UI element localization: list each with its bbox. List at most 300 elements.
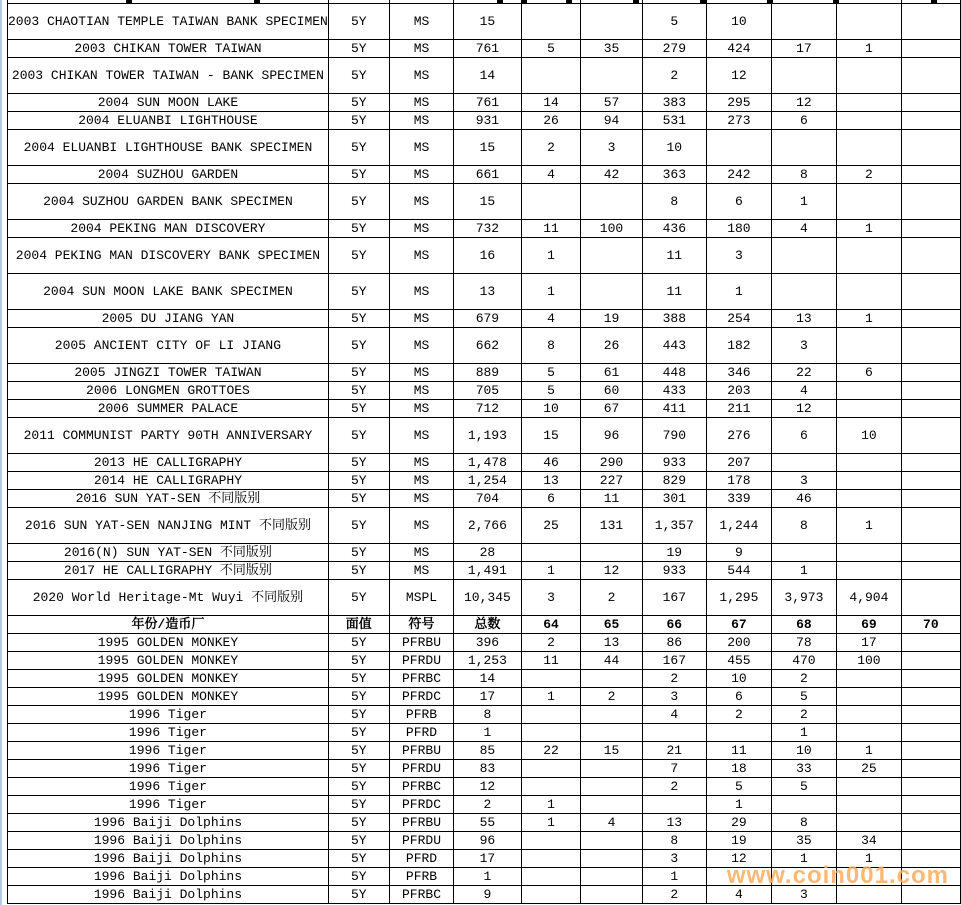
grade-67-cell: 11 [707, 742, 772, 760]
symbol-cell: PFRBC [389, 670, 454, 688]
table-row [8, 4, 961, 40]
grade-68-cell: 6 [771, 112, 836, 130]
grade-66-cell: 933 [642, 562, 707, 580]
grade-67-cell: 203 [707, 382, 772, 400]
grade-68-cell: 1 [771, 724, 836, 742]
table-row [8, 166, 961, 184]
grade-64-cell [521, 850, 581, 868]
grade-65-cell [581, 184, 642, 220]
grade-67-cell: 1,244 [707, 508, 772, 544]
coin-name-cell: 2017 HE CALLIGRAPHY 不同版别 [8, 562, 329, 580]
total-cell: 1,478 [454, 454, 521, 472]
grade-69-cell: 6 [837, 364, 902, 382]
grade-69-cell: 1 [837, 220, 902, 238]
grade-69-cell [837, 328, 902, 364]
grade-65-cell: 96 [581, 418, 642, 454]
grade-65-cell [581, 868, 642, 886]
column-header: 70 [901, 616, 960, 634]
table-row [8, 562, 961, 580]
table-row [8, 706, 961, 724]
denom-cell: 5Y [328, 4, 389, 40]
grade-66-cell: 301 [642, 490, 707, 508]
denom-cell: 5Y [328, 490, 389, 508]
grade-68-cell: 46 [771, 490, 836, 508]
coin-name-cell: 2006 SUMMER PALACE [8, 400, 329, 418]
denom-cell: 5Y [328, 742, 389, 760]
total-cell: 14 [454, 670, 521, 688]
symbol-cell: MS [389, 328, 454, 364]
grade-65-cell [581, 706, 642, 724]
grade-64-cell: 13 [521, 472, 581, 490]
total-cell: 1,491 [454, 562, 521, 580]
total-cell: 15 [454, 184, 521, 220]
grade-66-cell: 363 [642, 166, 707, 184]
grade-67-cell: 544 [707, 562, 772, 580]
grade-69-cell: 1 [837, 40, 902, 58]
symbol-cell: MS [389, 400, 454, 418]
total-cell: 2 [454, 796, 521, 814]
grade-70-cell [901, 544, 960, 562]
grade-66-cell: 829 [642, 472, 707, 490]
grade-70-cell [901, 418, 960, 454]
grade-70-cell [901, 220, 960, 238]
total-cell: 16 [454, 238, 521, 274]
grade-65-cell: 3 [581, 130, 642, 166]
grade-66-cell: 10 [642, 130, 707, 166]
grade-69-cell [837, 4, 902, 40]
coin-name-cell: 1995 GOLDEN MONKEY [8, 670, 329, 688]
denom-cell: 5Y [328, 724, 389, 742]
grade-70-cell [901, 508, 960, 544]
symbol-cell: MS [389, 184, 454, 220]
grade-67-cell: 295 [707, 94, 772, 112]
grade-70-cell [901, 400, 960, 418]
symbol-cell: MS [389, 4, 454, 40]
total-cell: 712 [454, 400, 521, 418]
grade-65-cell: 44 [581, 652, 642, 670]
total-cell: 17 [454, 688, 521, 706]
grade-68-cell [771, 454, 836, 472]
grade-68-cell: 8 [771, 508, 836, 544]
coin-name-cell: 1995 GOLDEN MONKEY [8, 688, 329, 706]
table-row [8, 796, 961, 814]
grade-67-cell: 339 [707, 490, 772, 508]
grade-69-cell: 1 [837, 310, 902, 328]
table-row [8, 508, 961, 544]
grade-70-cell [901, 742, 960, 760]
grade-70-cell [901, 706, 960, 724]
grade-67-cell: 6 [707, 688, 772, 706]
column-header: 67 [707, 616, 772, 634]
grade-68-cell: 1 [771, 184, 836, 220]
grade-70-cell [901, 490, 960, 508]
symbol-cell: MS [389, 490, 454, 508]
coin-name-cell: 1996 Baiji Dolphins [8, 886, 329, 904]
grade-65-cell: 60 [581, 382, 642, 400]
grade-65-cell [581, 544, 642, 562]
grade-64-cell: 22 [521, 742, 581, 760]
table-row [8, 670, 961, 688]
grade-65-cell: 2 [581, 580, 642, 616]
total-cell: 1 [454, 868, 521, 886]
denom-cell: 5Y [328, 778, 389, 796]
grade-66-cell: 11 [642, 274, 707, 310]
symbol-cell: MSPL [389, 580, 454, 616]
grade-70-cell [901, 778, 960, 796]
grade-64-cell [521, 778, 581, 796]
coin-census-table [7, 0, 961, 904]
total-cell: 889 [454, 364, 521, 382]
denom-cell: 5Y [328, 706, 389, 724]
grade-64-cell [521, 184, 581, 220]
coin-name-cell: 2004 PEKING MAN DISCOVERY [8, 220, 329, 238]
total-cell: 1,253 [454, 652, 521, 670]
grade-67-cell: 19 [707, 832, 772, 850]
coin-name-cell: 2005 JINGZI TOWER TAIWAN [8, 364, 329, 382]
total-cell: 28 [454, 544, 521, 562]
grade-70-cell [901, 796, 960, 814]
grade-66-cell: 436 [642, 220, 707, 238]
grade-68-cell: 1 [771, 850, 836, 868]
grade-65-cell: 290 [581, 454, 642, 472]
symbol-cell: PFRB [389, 706, 454, 724]
grade-65-cell: 131 [581, 508, 642, 544]
grade-65-cell: 61 [581, 364, 642, 382]
grade-68-cell [771, 130, 836, 166]
table-row [8, 40, 961, 58]
grade-66-cell: 167 [642, 652, 707, 670]
grade-68-cell: 3 [771, 886, 836, 904]
clipped-glyph-mark [126, 0, 132, 3]
grade-64-cell [521, 670, 581, 688]
table-row [8, 778, 961, 796]
symbol-cell: PFRDC [389, 688, 454, 706]
denom-cell: 5Y [328, 310, 389, 328]
symbol-cell: MS [389, 94, 454, 112]
grade-70-cell [901, 670, 960, 688]
grade-68-cell: 8 [771, 814, 836, 832]
grade-66-cell: 1,357 [642, 508, 707, 544]
grade-65-cell [581, 724, 642, 742]
grade-64-cell: 1 [521, 814, 581, 832]
symbol-cell: PFRD [389, 850, 454, 868]
grade-68-cell [771, 544, 836, 562]
grade-66-cell: 411 [642, 400, 707, 418]
symbol-cell: PFRDU [389, 652, 454, 670]
total-cell: 2,766 [454, 508, 521, 544]
grade-70-cell [901, 562, 960, 580]
grade-67-cell [707, 724, 772, 742]
grade-68-cell: 13 [771, 310, 836, 328]
grade-67-cell: 207 [707, 454, 772, 472]
total-cell: 9 [454, 886, 521, 904]
total-cell: 96 [454, 832, 521, 850]
total-cell: 15 [454, 130, 521, 166]
denom-cell: 5Y [328, 508, 389, 544]
denom-cell: 5Y [328, 832, 389, 850]
symbol-cell: PFRBC [389, 886, 454, 904]
grade-69-cell [837, 544, 902, 562]
symbol-cell: MS [389, 382, 454, 400]
grade-65-cell [581, 670, 642, 688]
table-row [8, 58, 961, 94]
grade-70-cell [901, 328, 960, 364]
grade-68-cell: 3 [771, 328, 836, 364]
grade-68-cell: 8 [771, 166, 836, 184]
clipped-glyph-mark [254, 0, 260, 3]
grade-70-cell [901, 4, 960, 40]
total-cell: 85 [454, 742, 521, 760]
table-row [8, 364, 961, 382]
grade-68-cell: 12 [771, 400, 836, 418]
grade-67-cell: 273 [707, 112, 772, 130]
total-cell: 661 [454, 166, 521, 184]
total-cell: 705 [454, 382, 521, 400]
grade-67-cell: 276 [707, 418, 772, 454]
denom-cell: 5Y [328, 58, 389, 94]
grade-67-cell: 424 [707, 40, 772, 58]
coin-name-cell: 2013 HE CALLIGRAPHY [8, 454, 329, 472]
symbol-cell: MS [389, 40, 454, 58]
clipped-glyph-mark [931, 0, 937, 3]
grade-65-cell [581, 274, 642, 310]
grade-65-cell [581, 58, 642, 94]
grade-64-cell: 8 [521, 328, 581, 364]
grade-68-cell: 4 [771, 382, 836, 400]
grade-64-cell: 5 [521, 364, 581, 382]
grade-67-cell: 6 [707, 184, 772, 220]
grade-69-cell [837, 112, 902, 130]
grade-66-cell: 5 [642, 4, 707, 40]
coin-name-cell: 1995 GOLDEN MONKEY [8, 652, 329, 670]
grade-69-cell: 4,904 [837, 580, 902, 616]
grade-67-cell: 10 [707, 670, 772, 688]
grade-68-cell: 10 [771, 742, 836, 760]
grade-68-cell: 3,973 [771, 580, 836, 616]
grade-68-cell: 12 [771, 94, 836, 112]
header-row [8, 616, 961, 634]
grade-68-cell: 2 [771, 706, 836, 724]
table-row [8, 274, 961, 310]
symbol-cell: PFRBU [389, 634, 454, 652]
grade-64-cell [521, 760, 581, 778]
total-cell: 12 [454, 778, 521, 796]
grade-64-cell: 1 [521, 562, 581, 580]
grade-64-cell [521, 4, 581, 40]
grade-67-cell: 1 [707, 274, 772, 310]
coin-name-cell: 1996 Tiger [8, 724, 329, 742]
grade-69-cell [837, 58, 902, 94]
grade-64-cell: 15 [521, 418, 581, 454]
grade-69-cell [837, 796, 902, 814]
grade-68-cell [771, 274, 836, 310]
grade-69-cell: 34 [837, 832, 902, 850]
denom-cell: 5Y [328, 400, 389, 418]
denom-cell: 5Y [328, 886, 389, 904]
grade-64-cell: 11 [521, 652, 581, 670]
grade-67-cell: 200 [707, 634, 772, 652]
grade-66-cell: 933 [642, 454, 707, 472]
grade-65-cell: 4 [581, 814, 642, 832]
grade-68-cell [771, 58, 836, 94]
symbol-cell: MS [389, 418, 454, 454]
column-header: 符号 [389, 616, 454, 634]
grade-70-cell [901, 760, 960, 778]
coin-name-cell: 1996 Baiji Dolphins [8, 832, 329, 850]
grade-65-cell: 57 [581, 94, 642, 112]
grade-66-cell: 3 [642, 850, 707, 868]
grade-64-cell [521, 832, 581, 850]
total-cell: 662 [454, 328, 521, 364]
coin-name-cell: 2003 CHIKAN TOWER TAIWAN - BANK SPECIMEN [8, 58, 329, 94]
denom-cell: 5Y [328, 814, 389, 832]
grade-69-cell: 25 [837, 760, 902, 778]
grade-68-cell: 33 [771, 760, 836, 778]
grade-66-cell: 8 [642, 832, 707, 850]
coin-name-cell: 2005 ANCIENT CITY OF LI JIANG [8, 328, 329, 364]
column-header: 68 [771, 616, 836, 634]
table-row [8, 760, 961, 778]
denom-cell: 5Y [328, 454, 389, 472]
grade-68-cell: 5 [771, 778, 836, 796]
grade-66-cell: 2 [642, 886, 707, 904]
grade-70-cell [901, 724, 960, 742]
grade-66-cell: 383 [642, 94, 707, 112]
grade-65-cell [581, 4, 642, 40]
symbol-cell: MS [389, 220, 454, 238]
grade-64-cell: 25 [521, 508, 581, 544]
symbol-cell: MS [389, 58, 454, 94]
column-header: 64 [521, 616, 581, 634]
grade-66-cell: 2 [642, 58, 707, 94]
denom-cell: 5Y [328, 544, 389, 562]
column-header: 66 [642, 616, 707, 634]
total-cell: 761 [454, 40, 521, 58]
grade-66-cell: 86 [642, 634, 707, 652]
grade-67-cell: 182 [707, 328, 772, 364]
table-row [8, 400, 961, 418]
grade-70-cell [901, 580, 960, 616]
grade-64-cell: 4 [521, 166, 581, 184]
total-cell: 761 [454, 94, 521, 112]
grade-70-cell [901, 238, 960, 274]
table-row [8, 580, 961, 616]
grade-64-cell: 1 [521, 238, 581, 274]
grade-66-cell: 2 [642, 670, 707, 688]
column-header: 年份/造币厂 [8, 616, 329, 634]
table-row [8, 130, 961, 166]
grade-68-cell: 470 [771, 652, 836, 670]
grade-69-cell [837, 706, 902, 724]
grade-69-cell: 2 [837, 166, 902, 184]
grade-67-cell: 5 [707, 778, 772, 796]
grade-67-cell: 9 [707, 544, 772, 562]
denom-cell: 5Y [328, 130, 389, 166]
grade-66-cell: 21 [642, 742, 707, 760]
grade-69-cell [837, 184, 902, 220]
coin-name-cell: 2003 CHAOTIAN TEMPLE TAIWAN BANK SPECIMEN [8, 4, 329, 40]
grade-70-cell [901, 166, 960, 184]
grade-64-cell: 14 [521, 94, 581, 112]
denom-cell: 5Y [328, 184, 389, 220]
symbol-cell: MS [389, 166, 454, 184]
grade-65-cell: 94 [581, 112, 642, 130]
grade-64-cell [521, 544, 581, 562]
grade-65-cell: 100 [581, 220, 642, 238]
grade-69-cell [837, 724, 902, 742]
clipped-glyph-mark [566, 0, 572, 3]
table-row [8, 382, 961, 400]
symbol-cell: MS [389, 562, 454, 580]
total-cell: 679 [454, 310, 521, 328]
denom-cell: 5Y [328, 760, 389, 778]
denom-cell: 5Y [328, 166, 389, 184]
grade-69-cell [837, 814, 902, 832]
grade-65-cell: 13 [581, 634, 642, 652]
table-row [8, 832, 961, 850]
total-cell: 1,193 [454, 418, 521, 454]
symbol-cell: MS [389, 364, 454, 382]
table-row [8, 454, 961, 472]
denom-cell: 5Y [328, 328, 389, 364]
grade-67-cell: 455 [707, 652, 772, 670]
denom-cell: 5Y [328, 670, 389, 688]
total-cell: 15 [454, 4, 521, 40]
grade-66-cell: 279 [642, 40, 707, 58]
grade-70-cell [901, 832, 960, 850]
grade-65-cell: 15 [581, 742, 642, 760]
grade-66-cell: 4 [642, 706, 707, 724]
grade-65-cell [581, 886, 642, 904]
grade-65-cell [581, 778, 642, 796]
coin-name-cell: 2004 SUN MOON LAKE [8, 94, 329, 112]
symbol-cell: MS [389, 310, 454, 328]
grade-69-cell [837, 400, 902, 418]
denom-cell: 5Y [328, 274, 389, 310]
column-header: 69 [837, 616, 902, 634]
grade-67-cell: 1,295 [707, 580, 772, 616]
grade-64-cell: 2 [521, 634, 581, 652]
denom-cell: 5Y [328, 634, 389, 652]
grade-67-cell: 12 [707, 58, 772, 94]
table-row [8, 544, 961, 562]
total-cell: 17 [454, 850, 521, 868]
coin-name-cell: 2005 DU JIANG YAN [8, 310, 329, 328]
symbol-cell: PFRBU [389, 814, 454, 832]
coin-name-cell: 2004 PEKING MAN DISCOVERY BANK SPECIMEN [8, 238, 329, 274]
denom-cell: 5Y [328, 688, 389, 706]
grade-68-cell: 4 [771, 220, 836, 238]
grade-66-cell: 7 [642, 760, 707, 778]
table-row [8, 94, 961, 112]
grade-64-cell: 46 [521, 454, 581, 472]
coin-name-cell: 2016 SUN YAT-SEN 不同版别 [8, 490, 329, 508]
grade-68-cell: 78 [771, 634, 836, 652]
grade-66-cell: 1 [642, 868, 707, 886]
symbol-cell: MS [389, 130, 454, 166]
coin-name-cell: 1996 Tiger [8, 796, 329, 814]
grade-66-cell: 531 [642, 112, 707, 130]
symbol-cell: MS [389, 112, 454, 130]
total-cell: 10,345 [454, 580, 521, 616]
table-body [8, 0, 961, 904]
total-cell: 55 [454, 814, 521, 832]
table-row [8, 814, 961, 832]
grade-68-cell: 2 [771, 670, 836, 688]
clipped-glyph-mark [497, 0, 503, 3]
coin-name-cell: 1996 Tiger [8, 760, 329, 778]
table-row [8, 742, 961, 760]
